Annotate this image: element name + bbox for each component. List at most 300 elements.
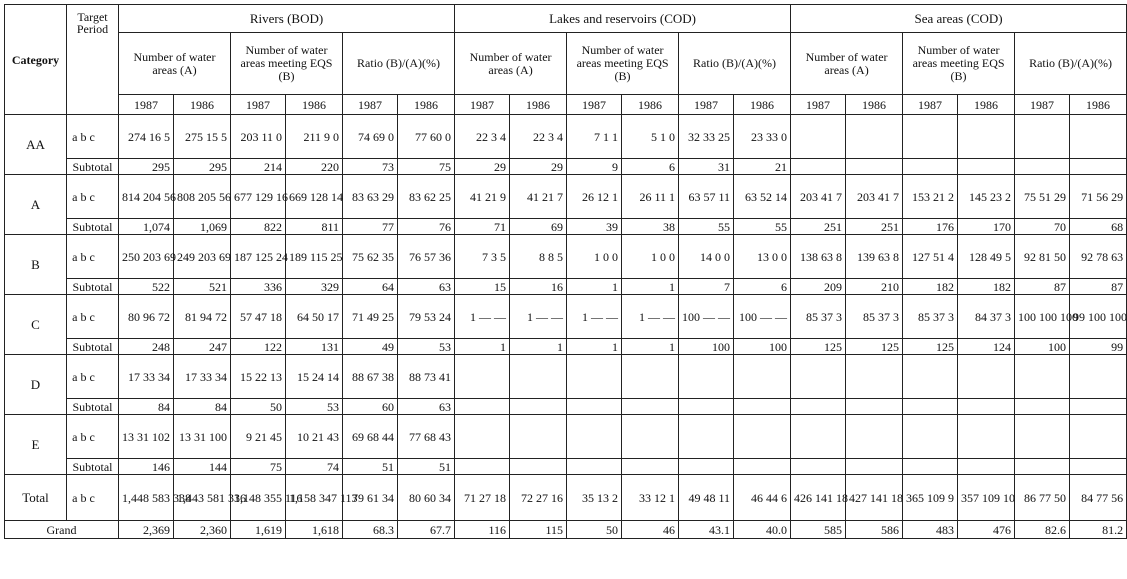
- subtotal-cell: 76: [398, 219, 455, 235]
- subtotal-cell: 220: [286, 159, 343, 175]
- subtotal-cell: 1: [455, 339, 510, 355]
- subtotal-cell: 87: [1015, 279, 1070, 295]
- data-cell: 17 33 34: [119, 355, 174, 399]
- subtotal-cell: 29: [455, 159, 510, 175]
- grand-cell: 82.6: [1015, 521, 1070, 539]
- grand-cell: 476: [958, 521, 1015, 539]
- data-cell: 211 9 0: [286, 115, 343, 159]
- year-header: 1986: [1070, 95, 1127, 115]
- subtotal-cell: 64: [343, 279, 398, 295]
- sub-header: Number of water areas meeting EQS (B): [903, 33, 1015, 95]
- data-cell: 63 52 14: [734, 175, 791, 219]
- grand-cell: 585: [791, 521, 846, 539]
- target-period-values: a b c: [67, 175, 119, 219]
- data-cell: 57 47 18: [231, 295, 286, 339]
- data-cell: [791, 355, 846, 399]
- total-cell: 427 141 18: [846, 475, 903, 521]
- data-cell: 139 63 8: [846, 235, 903, 279]
- total-cell: 426 141 18: [791, 475, 846, 521]
- table-row: [5, 355, 1127, 399]
- data-cell: 249 203 69: [174, 235, 231, 279]
- category-label: A: [5, 175, 67, 235]
- sub-header: Number of water areas meeting EQS (B): [567, 33, 679, 95]
- subtotal-cell: 29: [510, 159, 567, 175]
- subtotal-cell: [1015, 459, 1070, 475]
- data-cell: [1070, 115, 1127, 159]
- subtotal-cell: 182: [903, 279, 958, 295]
- subtotal-cell: [958, 459, 1015, 475]
- data-cell: 92 78 63: [1070, 235, 1127, 279]
- subtotal-cell: 6: [734, 279, 791, 295]
- data-cell: 79 53 24: [398, 295, 455, 339]
- subtotal-row: [5, 459, 1127, 475]
- total-cell: 1,148 355 116: [231, 475, 286, 521]
- data-cell: 7 1 1: [567, 115, 622, 159]
- data-cell: 69 68 44: [343, 415, 398, 459]
- total-cell: 1,158 347 113: [286, 475, 343, 521]
- total-cell: 365 109 9: [903, 475, 958, 521]
- subtotal-cell: 1: [622, 279, 679, 295]
- data-cell: 1 — —: [510, 295, 567, 339]
- data-cell: 75 51 29: [1015, 175, 1070, 219]
- data-cell: 83 63 29: [343, 175, 398, 219]
- subtotal-cell: 38: [622, 219, 679, 235]
- subtotal-cell: 53: [286, 399, 343, 415]
- data-cell: [1015, 415, 1070, 459]
- grand-cell: 115: [510, 521, 567, 539]
- total-cell: 46 44 6: [734, 475, 791, 521]
- subtotal-cell: 125: [903, 339, 958, 355]
- data-cell: [622, 415, 679, 459]
- sub-header: Number of water areas (A): [455, 33, 567, 95]
- category-label: E: [5, 415, 67, 475]
- data-cell: 808 205 56: [174, 175, 231, 219]
- data-cell: 64 50 17: [286, 295, 343, 339]
- grand-cell: 50: [567, 521, 622, 539]
- subtotal-label: Subtotal: [67, 219, 119, 235]
- data-cell: [567, 355, 622, 399]
- data-cell: 71 49 25: [343, 295, 398, 339]
- total-cell: 79 61 34: [343, 475, 398, 521]
- data-cell: 127 51 4: [903, 235, 958, 279]
- data-cell: 76 57 36: [398, 235, 455, 279]
- subtotal-cell: 1,074: [119, 219, 174, 235]
- subtotal-cell: 1: [622, 339, 679, 355]
- sub-header: Number of water areas (A): [791, 33, 903, 95]
- grand-cell: 1,619: [231, 521, 286, 539]
- data-cell: 677 129 16: [231, 175, 286, 219]
- year-header: 1986: [622, 95, 679, 115]
- subtotal-cell: 71: [455, 219, 510, 235]
- subtotal-cell: 6: [622, 159, 679, 175]
- data-cell: 100 — —: [679, 295, 734, 339]
- subtotal-cell: 39: [567, 219, 622, 235]
- subtotal-cell: 87: [1070, 279, 1127, 295]
- target-period-values: a b c: [67, 295, 119, 339]
- data-cell: 100 100 100: [1015, 295, 1070, 339]
- subtotal-cell: 69: [510, 219, 567, 235]
- subtotal-cell: 822: [231, 219, 286, 235]
- data-cell: 100 — —: [734, 295, 791, 339]
- data-cell: 41 21 9: [455, 175, 510, 219]
- data-cell: [958, 115, 1015, 159]
- data-cell: [567, 415, 622, 459]
- table-row: [5, 235, 1127, 279]
- subtotal-label: Subtotal: [67, 159, 119, 175]
- data-cell: 138 63 8: [791, 235, 846, 279]
- target-period-values: a b c: [67, 475, 119, 521]
- subtotal-cell: 60: [343, 399, 398, 415]
- data-cell: 13 0 0: [734, 235, 791, 279]
- subtotal-cell: 248: [119, 339, 174, 355]
- subtotal-cell: 295: [119, 159, 174, 175]
- total-cell: 1,448 583 338: [119, 475, 174, 521]
- subtotal-cell: [510, 459, 567, 475]
- data-cell: 187 125 24: [231, 235, 286, 279]
- sub-header: Number of water areas meeting EQS (B): [231, 33, 343, 95]
- subtotal-cell: 50: [231, 399, 286, 415]
- data-cell: [455, 355, 510, 399]
- subtotal-cell: 100: [679, 339, 734, 355]
- table-row: [5, 175, 1127, 219]
- subtotal-cell: 7: [679, 279, 734, 295]
- subtotal-label: Subtotal: [67, 399, 119, 415]
- data-cell: 80 96 72: [119, 295, 174, 339]
- data-cell: [791, 415, 846, 459]
- data-cell: 85 37 3: [791, 295, 846, 339]
- subtotal-cell: [846, 399, 903, 415]
- sub-header: Number of water areas (A): [119, 33, 231, 95]
- subtotal-cell: 16: [510, 279, 567, 295]
- subtotal-cell: 84: [174, 399, 231, 415]
- year-header: 1987: [903, 95, 958, 115]
- data-cell: 83 62 25: [398, 175, 455, 219]
- data-cell: 99 100 100: [1070, 295, 1127, 339]
- data-cell: 203 11 0: [231, 115, 286, 159]
- data-cell: 88 73 41: [398, 355, 455, 399]
- subtotal-cell: 21: [734, 159, 791, 175]
- subtotal-cell: 210: [846, 279, 903, 295]
- data-cell: 22 3 4: [455, 115, 510, 159]
- data-cell: 669 128 14: [286, 175, 343, 219]
- grand-cell: 2,360: [174, 521, 231, 539]
- data-cell: [903, 355, 958, 399]
- data-cell: 275 15 5: [174, 115, 231, 159]
- data-cell: 1 — —: [567, 295, 622, 339]
- subtotal-cell: 176: [903, 219, 958, 235]
- category-label: B: [5, 235, 67, 295]
- data-cell: 1 — —: [622, 295, 679, 339]
- sub-header: Ratio (B)/(A)(%): [679, 33, 791, 95]
- data-cell: 250 203 69: [119, 235, 174, 279]
- data-cell: [1015, 115, 1070, 159]
- data-cell: 22 3 4: [510, 115, 567, 159]
- total-row: [5, 475, 1127, 521]
- subtotal-cell: 295: [174, 159, 231, 175]
- data-cell: 203 41 7: [791, 175, 846, 219]
- data-cell: 81 94 72: [174, 295, 231, 339]
- grand-cell: 116: [455, 521, 510, 539]
- subtotal-cell: 74: [286, 459, 343, 475]
- year-header: 1986: [286, 95, 343, 115]
- total-cell: 80 60 34: [398, 475, 455, 521]
- subtotal-cell: [622, 459, 679, 475]
- subtotal-cell: [567, 399, 622, 415]
- data-cell: 203 41 7: [846, 175, 903, 219]
- data-cell: 10 21 43: [286, 415, 343, 459]
- data-cell: [734, 355, 791, 399]
- data-cell: 77 68 43: [398, 415, 455, 459]
- year-header: 1987: [679, 95, 734, 115]
- subtotal-cell: [791, 399, 846, 415]
- subtotal-cell: 73: [343, 159, 398, 175]
- subtotal-cell: 125: [846, 339, 903, 355]
- data-cell: 5 1 0: [622, 115, 679, 159]
- data-cell: 189 115 25: [286, 235, 343, 279]
- data-cell: 1 — —: [455, 295, 510, 339]
- subtotal-cell: 125: [791, 339, 846, 355]
- data-cell: 77 60 0: [398, 115, 455, 159]
- subtotal-cell: 1: [510, 339, 567, 355]
- group-header: Lakes and reservoirs (COD): [455, 5, 791, 33]
- total-cell: 357 109 10: [958, 475, 1015, 521]
- subtotal-cell: 811: [286, 219, 343, 235]
- data-cell: 15 24 14: [286, 355, 343, 399]
- category-header: Category: [5, 5, 67, 115]
- total-cell: 84 77 56: [1070, 475, 1127, 521]
- data-cell: [846, 355, 903, 399]
- data-cell: 1 0 0: [567, 235, 622, 279]
- subtotal-cell: [567, 459, 622, 475]
- year-header: 1987: [791, 95, 846, 115]
- data-cell: 92 81 50: [1015, 235, 1070, 279]
- subtotal-cell: 15: [455, 279, 510, 295]
- subtotal-cell: 146: [119, 459, 174, 475]
- total-cell: 49 48 11: [679, 475, 734, 521]
- subtotal-cell: [903, 159, 958, 175]
- subtotal-cell: [1015, 399, 1070, 415]
- grand-cell: 2,369: [119, 521, 174, 539]
- subtotal-cell: 251: [846, 219, 903, 235]
- sub-header: Ratio (B)/(A)(%): [343, 33, 455, 95]
- grand-label: Grand: [5, 521, 119, 539]
- category-label: D: [5, 355, 67, 415]
- subtotal-cell: [455, 459, 510, 475]
- subtotal-label: Subtotal: [67, 279, 119, 295]
- data-cell: [679, 415, 734, 459]
- subtotal-label: Subtotal: [67, 459, 119, 475]
- data-cell: 153 21 2: [903, 175, 958, 219]
- subtotal-cell: 1: [567, 279, 622, 295]
- data-cell: 85 37 3: [846, 295, 903, 339]
- subtotal-cell: 329: [286, 279, 343, 295]
- grand-cell: 67.7: [398, 521, 455, 539]
- data-cell: [679, 355, 734, 399]
- subtotal-cell: 522: [119, 279, 174, 295]
- table-row: [5, 115, 1127, 159]
- total-cell: 71 27 18: [455, 475, 510, 521]
- subtotal-cell: 51: [398, 459, 455, 475]
- subtotal-cell: 521: [174, 279, 231, 295]
- grand-row: [5, 521, 1127, 539]
- data-cell: [510, 355, 567, 399]
- subtotal-cell: [791, 159, 846, 175]
- year-header: 1986: [510, 95, 567, 115]
- data-cell: 13 31 100: [174, 415, 231, 459]
- subtotal-cell: 144: [174, 459, 231, 475]
- data-cell: [846, 115, 903, 159]
- subtotal-cell: 55: [734, 219, 791, 235]
- data-cell: 8 8 5: [510, 235, 567, 279]
- data-cell: 814 204 56: [119, 175, 174, 219]
- year-header: 1986: [958, 95, 1015, 115]
- grand-cell: 40.0: [734, 521, 791, 539]
- data-cell: 7 3 5: [455, 235, 510, 279]
- table-container: [4, 4, 1127, 539]
- data-cell: [903, 115, 958, 159]
- data-cell: [510, 415, 567, 459]
- data-cell: 23 33 0: [734, 115, 791, 159]
- data-cell: [958, 355, 1015, 399]
- data-cell: 84 37 3: [958, 295, 1015, 339]
- year-header: 1987: [455, 95, 510, 115]
- subtotal-cell: 209: [791, 279, 846, 295]
- subtotal-cell: 336: [231, 279, 286, 295]
- sub-header: Ratio (B)/(A)(%): [1015, 33, 1127, 95]
- subtotal-cell: 75: [231, 459, 286, 475]
- subtotal-cell: 170: [958, 219, 1015, 235]
- grand-cell: 46: [622, 521, 679, 539]
- year-header: 1987: [343, 95, 398, 115]
- subtotal-cell: 55: [679, 219, 734, 235]
- data-cell: 88 67 38: [343, 355, 398, 399]
- data-cell: [1070, 355, 1127, 399]
- data-cell: 63 57 11: [679, 175, 734, 219]
- subtotal-cell: 131: [286, 339, 343, 355]
- target-period-values: a b c: [67, 415, 119, 459]
- subtotal-row: [5, 399, 1127, 415]
- year-header: 1987: [231, 95, 286, 115]
- data-cell: [1070, 415, 1127, 459]
- subtotal-cell: 99: [1070, 339, 1127, 355]
- data-cell: 17 33 34: [174, 355, 231, 399]
- data-cell: [455, 415, 510, 459]
- subtotal-cell: 51: [343, 459, 398, 475]
- data-cell: 9 21 45: [231, 415, 286, 459]
- grand-cell: 68.3: [343, 521, 398, 539]
- table-row: [5, 415, 1127, 459]
- subtotal-cell: [903, 399, 958, 415]
- total-cell: 35 13 2: [567, 475, 622, 521]
- data-cell: 1 0 0: [622, 235, 679, 279]
- subtotal-cell: 1: [567, 339, 622, 355]
- eqs-achievement-table: [4, 4, 1127, 539]
- target-period-header: Target Period: [67, 5, 119, 115]
- grand-cell: 43.1: [679, 521, 734, 539]
- subtotal-cell: 251: [791, 219, 846, 235]
- year-header: 1986: [846, 95, 903, 115]
- subtotal-cell: [679, 459, 734, 475]
- subtotal-cell: 53: [398, 339, 455, 355]
- data-cell: 75 62 35: [343, 235, 398, 279]
- subtotal-cell: [846, 459, 903, 475]
- subtotal-label: Subtotal: [67, 339, 119, 355]
- subtotal-cell: 70: [1015, 219, 1070, 235]
- data-cell: [846, 415, 903, 459]
- subtotal-cell: 75: [398, 159, 455, 175]
- data-cell: [791, 115, 846, 159]
- year-header: 1987: [119, 95, 174, 115]
- data-cell: 26 11 1: [622, 175, 679, 219]
- subtotal-row: [5, 279, 1127, 295]
- data-cell: [1015, 355, 1070, 399]
- grand-cell: 483: [903, 521, 958, 539]
- subtotal-cell: [1015, 159, 1070, 175]
- total-cell: 72 27 16: [510, 475, 567, 521]
- subtotal-cell: 247: [174, 339, 231, 355]
- target-period-values: a b c: [67, 355, 119, 399]
- subtotal-cell: [846, 159, 903, 175]
- data-cell: 274 16 5: [119, 115, 174, 159]
- subtotal-cell: [791, 459, 846, 475]
- total-label: Total: [5, 475, 67, 521]
- subtotal-cell: 122: [231, 339, 286, 355]
- category-label: AA: [5, 115, 67, 175]
- subtotal-cell: [1070, 399, 1127, 415]
- grand-cell: 1,618: [286, 521, 343, 539]
- subtotal-cell: 68: [1070, 219, 1127, 235]
- subtotal-cell: [903, 459, 958, 475]
- grand-cell: 586: [846, 521, 903, 539]
- subtotal-cell: 63: [398, 279, 455, 295]
- subtotal-row: [5, 339, 1127, 355]
- grand-cell: 81.2: [1070, 521, 1127, 539]
- subtotal-cell: [734, 399, 791, 415]
- total-cell: 86 77 50: [1015, 475, 1070, 521]
- subtotal-row: [5, 219, 1127, 235]
- data-cell: 13 31 102: [119, 415, 174, 459]
- year-header: 1987: [567, 95, 622, 115]
- subtotal-cell: 100: [734, 339, 791, 355]
- data-cell: [622, 355, 679, 399]
- data-cell: 128 49 5: [958, 235, 1015, 279]
- subtotal-cell: [958, 159, 1015, 175]
- data-cell: [734, 415, 791, 459]
- total-cell: 1,443 581 336: [174, 475, 231, 521]
- subtotal-cell: 77: [343, 219, 398, 235]
- subtotal-cell: 49: [343, 339, 398, 355]
- data-cell: 145 23 2: [958, 175, 1015, 219]
- year-header: 1986: [734, 95, 791, 115]
- data-cell: [903, 415, 958, 459]
- year-header: 1987: [1015, 95, 1070, 115]
- group-header: Sea areas (COD): [791, 5, 1127, 33]
- data-cell: 26 12 1: [567, 175, 622, 219]
- subtotal-cell: 63: [398, 399, 455, 415]
- data-cell: 32 33 25: [679, 115, 734, 159]
- subtotal-cell: [1070, 459, 1127, 475]
- subtotal-cell: [455, 399, 510, 415]
- target-period-values: a b c: [67, 115, 119, 159]
- subtotal-cell: [510, 399, 567, 415]
- subtotal-cell: 9: [567, 159, 622, 175]
- data-cell: 41 21 7: [510, 175, 567, 219]
- data-cell: 85 37 3: [903, 295, 958, 339]
- group-header: Rivers (BOD): [119, 5, 455, 33]
- table-row: [5, 295, 1127, 339]
- data-cell: [958, 415, 1015, 459]
- subtotal-cell: 214: [231, 159, 286, 175]
